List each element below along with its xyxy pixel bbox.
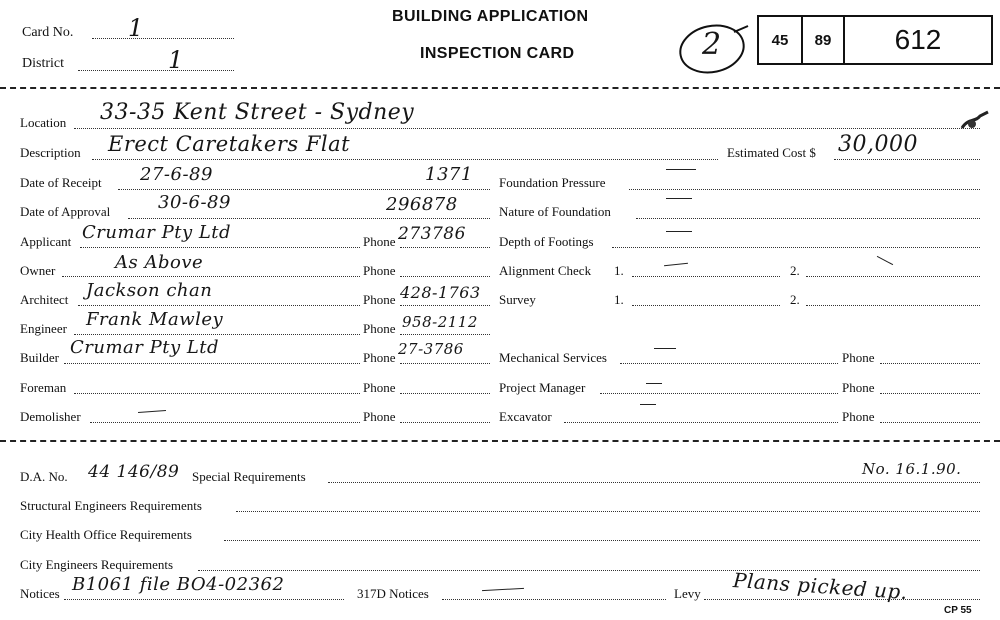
circled-number: [676, 20, 752, 78]
health-requirements-label: City Health Office Requirements: [20, 527, 192, 542]
reference-cell-2: 89: [801, 17, 843, 63]
builder-value: Crumar Pty Ltd: [70, 337, 220, 358]
estimated-cost-value: 30,000: [838, 132, 918, 157]
project-manager-phone-line: [880, 393, 980, 394]
mechanical-phone-label: Phone: [842, 350, 875, 365]
demolisher-dash: [138, 410, 166, 413]
levy-label: Levy: [674, 586, 701, 601]
form-title-line1: BUILDING APPLICATION: [392, 8, 589, 25]
alignment-check-1-label: 1.: [614, 263, 624, 278]
foundation-pressure-label: Foundation Pressure: [499, 175, 606, 190]
owner-phone-label: Phone: [363, 263, 396, 278]
card-no-label: Card No.: [22, 25, 74, 40]
location-line: [74, 128, 980, 129]
structural-requirements-line: [236, 511, 980, 512]
project-manager-phone-label: Phone: [842, 380, 875, 395]
architect-phone-label: Phone: [363, 292, 396, 307]
da-no-value: 44 146/89: [88, 462, 180, 482]
survey-1-label: 1.: [614, 292, 624, 307]
mechanical-phone-line: [880, 363, 980, 364]
alignment-check-2-dash: [877, 256, 893, 265]
mechanical-dash: [654, 348, 676, 349]
excavator-phone-line: [880, 422, 980, 423]
alignment-check-2-line: [806, 276, 980, 277]
project-manager-label: Project Manager: [499, 380, 586, 395]
approval-line: [128, 218, 490, 219]
applicant-phone-label: Phone: [363, 234, 396, 249]
mechanical-label: Mechanical Services: [499, 350, 607, 365]
owner-phone-line: [400, 276, 490, 277]
card-no-line: [92, 38, 234, 39]
health-requirements-line: [224, 540, 980, 541]
alignment-check-1-dash: [664, 263, 688, 267]
project-manager-dash-2: [640, 404, 656, 405]
depth-of-footings-label: Depth of Footings: [499, 234, 594, 249]
special-requirements-line: [328, 482, 980, 483]
applicant-line: [80, 247, 360, 248]
survey-label: Survey: [499, 292, 536, 307]
reference-cell-3: 612: [843, 17, 991, 63]
district-label: District: [22, 56, 64, 71]
demolisher-phone-label: Phone: [363, 409, 396, 424]
owner-label: Owner: [20, 263, 56, 278]
alignment-check-1-line: [632, 276, 780, 277]
form-title-line2: INSPECTION CARD: [420, 45, 575, 62]
receipt-value: 27-6-89: [140, 164, 213, 185]
engineer-line: [74, 334, 360, 335]
owner-value: As Above: [115, 252, 204, 273]
demolisher-line: [90, 422, 360, 423]
district-value: 1: [168, 46, 184, 74]
description-value: Erect Caretakers Flat: [108, 132, 351, 156]
alignment-check-label: Alignment Check: [499, 263, 592, 278]
nature-of-foundation-line: [636, 218, 980, 219]
survey-1-line: [632, 305, 780, 306]
excavator-line: [564, 422, 838, 423]
mechanical-line: [620, 363, 838, 364]
foundation-pressure-dash: [666, 169, 696, 170]
demolisher-phone-line: [400, 422, 490, 423]
foreman-phone-line: [400, 393, 490, 394]
excavator-label: Excavator: [499, 409, 552, 424]
card-no-value: 1: [128, 14, 144, 42]
foreman-phone-label: Phone: [363, 380, 396, 395]
builder-phone: 27-3786: [398, 340, 464, 358]
engineer-label: Engineer: [20, 321, 67, 336]
builder-phone-line: [400, 363, 490, 364]
builder-line: [64, 363, 360, 364]
form-code: CP 55: [944, 605, 972, 616]
approval-label: Date of Approval: [20, 204, 111, 219]
architect-phone-line: [400, 305, 490, 306]
notices-317d-label: 317D Notices: [357, 586, 429, 601]
demolisher-label: Demolisher: [20, 409, 81, 424]
approval-number: 296878: [386, 194, 458, 215]
section-divider-top: [0, 87, 1000, 89]
levy-value: Plans picked up.: [732, 568, 909, 605]
architect-label: Architect: [20, 292, 69, 307]
foreman-line: [74, 393, 360, 394]
reference-box: [757, 15, 993, 65]
builder-phone-label: Phone: [363, 350, 396, 365]
district-line: [78, 70, 234, 71]
special-requirements-label: Special Requirements: [192, 469, 306, 484]
reference-cell-1: 45: [771, 31, 789, 49]
special-requirements-value: No. 16.1.90.: [862, 460, 962, 478]
description-line: [92, 159, 718, 160]
notices-value: B1061 file BO4-02362: [72, 574, 285, 595]
applicant-value: Crumar Pty Ltd: [82, 222, 232, 243]
notices-317d-dash: [482, 588, 524, 591]
city-engineers-label: City Engineers Requirements: [20, 557, 174, 572]
location-label: Location: [20, 115, 67, 130]
project-manager-line: [600, 393, 838, 394]
architect-value: Jackson chan: [86, 280, 213, 301]
section-divider-bottom: [0, 440, 1000, 442]
engineer-phone: 958-2112: [402, 313, 478, 331]
builder-label: Builder: [20, 350, 59, 365]
nature-of-foundation-label: Nature of Foundation: [499, 204, 611, 219]
notices-line: [64, 599, 344, 600]
owner-line: [62, 276, 360, 277]
receipt-number: 1371: [425, 164, 473, 185]
engineer-value: Frank Mawley: [86, 309, 224, 330]
foundation-pressure-line: [629, 189, 980, 190]
architect-line: [78, 305, 360, 306]
architect-phone: 428-1763: [400, 283, 481, 302]
ink-smudge-icon: [958, 108, 994, 136]
notices-label: Notices: [20, 586, 60, 601]
engineer-phone-line: [400, 334, 490, 335]
receipt-label: Date of Receipt: [20, 175, 102, 190]
location-value: 33-35 Kent Street - Sydney: [100, 100, 415, 125]
estimated-cost-label: Estimated Cost $: [727, 145, 816, 160]
project-manager-dash-1: [646, 383, 662, 384]
excavator-phone-label: Phone: [842, 409, 875, 424]
da-no-label: D.A. No.: [20, 469, 68, 484]
alignment-check-2-label: 2.: [790, 263, 800, 278]
engineer-phone-label: Phone: [363, 321, 396, 336]
receipt-line: [118, 189, 490, 190]
applicant-phone-line: [400, 247, 490, 248]
applicant-phone: 273786: [398, 224, 466, 244]
nature-of-foundation-dash: [666, 198, 692, 199]
city-engineers-line: [198, 570, 980, 571]
description-label: Description: [20, 145, 81, 160]
applicant-label: Applicant: [20, 234, 72, 249]
approval-value: 30-6-89: [158, 192, 231, 213]
survey-2-line: [806, 305, 980, 306]
depth-of-footings-line: [612, 247, 980, 248]
circled-number-value: 2: [702, 27, 722, 62]
notices-317d-line: [442, 599, 666, 600]
survey-2-label: 2.: [790, 292, 800, 307]
foreman-label: Foreman: [20, 380, 67, 395]
depth-of-footings-dash: [666, 231, 692, 232]
structural-requirements-label: Structural Engineers Requirements: [20, 498, 202, 513]
estimated-cost-line: [834, 159, 980, 160]
